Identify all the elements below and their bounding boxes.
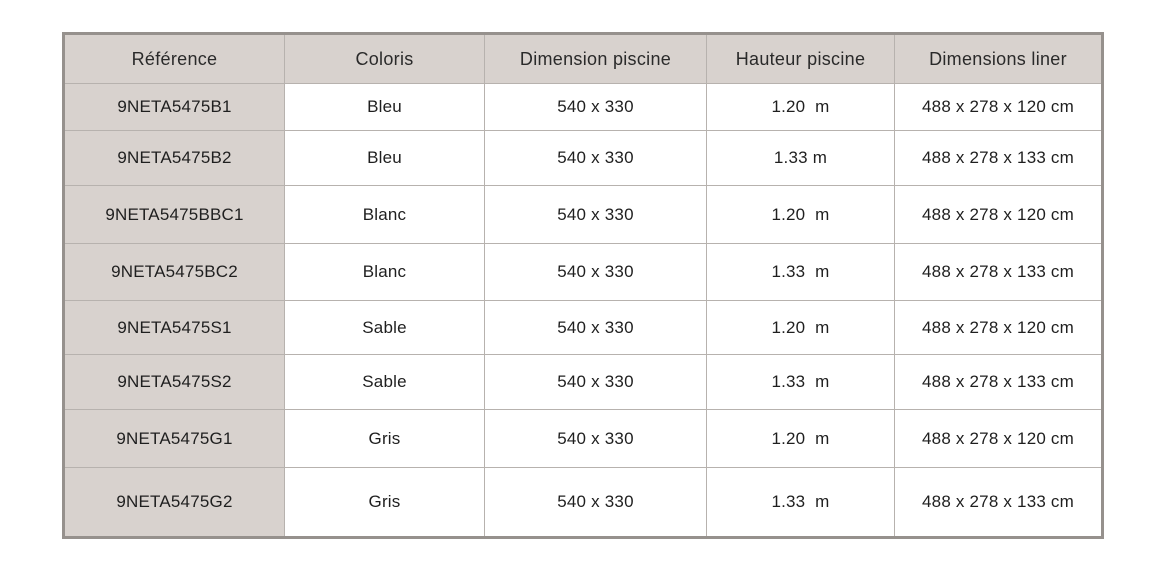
cell-coloris: Sable (285, 355, 485, 410)
cell-hauteur: 1.20 m (707, 186, 895, 244)
column-header-reference: Référence (64, 34, 285, 84)
cell-reference: 9NETA5475BBC1 (64, 186, 285, 244)
cell-hauteur: 1.33 m (707, 244, 895, 301)
cell-liner: 488 x 278 x 120 cm (895, 301, 1103, 355)
cell-coloris: Bleu (285, 131, 485, 186)
table-row (64, 131, 1103, 186)
cell-liner: 488 x 278 x 133 cm (895, 468, 1103, 538)
table-row (64, 468, 1103, 538)
cell-reference: 9NETA5475B2 (64, 131, 285, 186)
cell-coloris: Gris (285, 468, 485, 538)
pool-spec-table (62, 32, 1104, 539)
table-header-row (64, 34, 1103, 84)
cell-reference: 9NETA5475S1 (64, 301, 285, 355)
cell-coloris: Sable (285, 301, 485, 355)
table-row (64, 410, 1103, 468)
table-row (64, 244, 1103, 301)
cell-hauteur: 1.33 m (707, 131, 895, 186)
cell-dimension: 540 x 330 (485, 131, 707, 186)
table-row (64, 84, 1103, 131)
cell-dimension: 540 x 330 (485, 84, 707, 131)
cell-liner: 488 x 278 x 120 cm (895, 186, 1103, 244)
cell-hauteur: 1.20 m (707, 84, 895, 131)
cell-liner: 488 x 278 x 120 cm (895, 410, 1103, 468)
cell-hauteur: 1.20 m (707, 410, 895, 468)
column-header-dimension: Dimension piscine (485, 34, 707, 84)
column-header-coloris: Coloris (285, 34, 485, 84)
cell-dimension: 540 x 330 (485, 186, 707, 244)
table-row (64, 355, 1103, 410)
cell-dimension: 540 x 330 (485, 410, 707, 468)
cell-reference: 9NETA5475G2 (64, 468, 285, 538)
cell-coloris: Gris (285, 410, 485, 468)
cell-coloris: Bleu (285, 84, 485, 131)
cell-hauteur: 1.20 m (707, 301, 895, 355)
cell-dimension: 540 x 330 (485, 355, 707, 410)
cell-hauteur: 1.33 m (707, 468, 895, 538)
cell-coloris: Blanc (285, 244, 485, 301)
cell-reference: 9NETA5475BC2 (64, 244, 285, 301)
cell-liner: 488 x 278 x 133 cm (895, 355, 1103, 410)
table-row (64, 186, 1103, 244)
cell-reference: 9NETA5475G1 (64, 410, 285, 468)
column-header-hauteur: Hauteur piscine (707, 34, 895, 84)
cell-liner: 488 x 278 x 133 cm (895, 244, 1103, 301)
cell-hauteur: 1.33 m (707, 355, 895, 410)
cell-dimension: 540 x 330 (485, 244, 707, 301)
column-header-liner: Dimensions liner (895, 34, 1103, 84)
cell-dimension: 540 x 330 (485, 468, 707, 538)
cell-reference: 9NETA5475S2 (64, 355, 285, 410)
cell-dimension: 540 x 330 (485, 301, 707, 355)
cell-reference: 9NETA5475B1 (64, 84, 285, 131)
cell-liner: 488 x 278 x 133 cm (895, 131, 1103, 186)
cell-coloris: Blanc (285, 186, 485, 244)
table-row (64, 301, 1103, 355)
cell-liner: 488 x 278 x 120 cm (895, 84, 1103, 131)
